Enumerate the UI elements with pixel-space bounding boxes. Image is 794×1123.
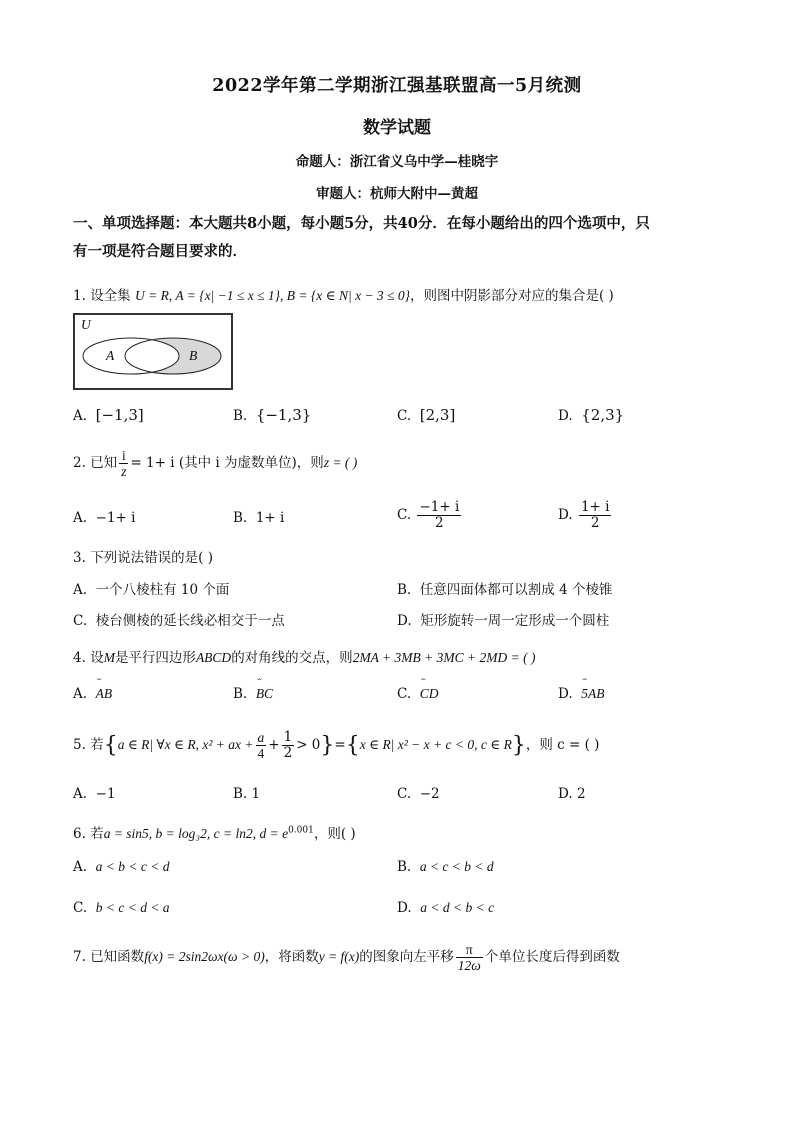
q4-option-c[interactable]: C. ˘˘ CD xyxy=(397,686,439,702)
q3-option-d[interactable]: D. 矩形旋转一周一定形成一个圆柱 xyxy=(397,613,610,629)
set-right: x ∈ R| x² − x + c < 0, c ∈ R xyxy=(359,737,512,752)
question-number: 1. xyxy=(73,288,86,304)
q3-option-b[interactable]: B. 任意四面体都可以割成 4 个棱锥 xyxy=(397,582,613,598)
set-b-label: B xyxy=(189,348,198,363)
question-tail: ，则图中阴影部分对应的集合是( ) xyxy=(410,288,614,304)
question-math: a = sin5, b = log₃2, c = ln2, d = e xyxy=(103,826,289,841)
fraction: $\frac{1+ i}{2}$ xyxy=(580,499,610,531)
q6-option-b[interactable]: B. a < c < b < d xyxy=(397,859,494,875)
q4-option-a[interactable]: A. ˘˘ AB xyxy=(73,686,112,702)
function-y: y = f(x) xyxy=(318,949,360,964)
question-7 xyxy=(73,942,620,973)
question-number: 2. xyxy=(73,455,86,471)
parallelogram-name: ABCD xyxy=(195,650,232,665)
question-number: 6. xyxy=(73,826,86,842)
question-number: 3. xyxy=(73,550,86,566)
fraction: $\frac{1}{2}$ xyxy=(283,729,293,761)
question-text-2: 的对角线的交点，则 xyxy=(231,650,353,666)
section-heading-line2: 有一项是符合题目要求的． xyxy=(73,243,247,260)
q4-option-d[interactable]: D. ˘˘ 5AB xyxy=(558,686,604,702)
question-number: 7. xyxy=(73,949,86,965)
author-line: 命题人：浙江省义乌中学—桂晓宇 xyxy=(295,154,499,170)
q6-option-c[interactable]: C. b < c < d < a xyxy=(73,900,170,916)
q2-option-b[interactable]: B. 1+ i xyxy=(233,510,285,526)
question-lead: 设全集 xyxy=(90,288,131,304)
question-tail: ，则 c = ( ) xyxy=(525,737,600,753)
equation-rhs: = 1+ i xyxy=(130,455,175,471)
question-lead: 若 xyxy=(90,826,104,842)
q5-option-b[interactable]: B. 1 xyxy=(233,786,261,802)
q2-option-d[interactable]: D. $\frac{1+ i}{2}$ xyxy=(558,499,610,531)
function-def: f(x) = 2sin2ωx(ω > 0) xyxy=(144,949,265,964)
question-text: 是平行四边形 xyxy=(114,650,196,666)
question-text: ，将函数 xyxy=(264,949,319,965)
q5-option-a[interactable]: A. −1 xyxy=(73,786,116,802)
question-number: 5. xyxy=(73,737,86,753)
q6-option-a[interactable]: A. a < b < c < d xyxy=(73,859,170,875)
exponent: 0.001 xyxy=(288,825,314,836)
q2-option-a[interactable]: A. −1+ i xyxy=(73,510,136,526)
set-a-label: A xyxy=(106,348,115,363)
fraction: $\frac{-1+ i}{2}$ xyxy=(419,499,460,531)
q1-option-b[interactable]: B. {−1,3} xyxy=(233,406,312,424)
universal-set-label: U xyxy=(81,317,91,332)
set-left: a ∈ R| ∀x ∈ R, x² + ax + xyxy=(117,737,254,752)
q5-option-d[interactable]: D. 2 xyxy=(558,786,586,802)
question-tail: ，则( ) xyxy=(313,826,356,842)
question-lead: 若 xyxy=(90,737,104,753)
question-1 xyxy=(73,284,614,304)
question-ask: z = ( ) xyxy=(323,455,358,470)
exam-title: 2022学年第二学期浙江强基联盟高一5月统测 xyxy=(212,76,582,96)
question-note: (其中 i 为虚数单位)，则 xyxy=(178,455,324,471)
question-number: 4. xyxy=(73,650,86,666)
q5-option-c[interactable]: C. −2 xyxy=(397,786,440,802)
question-4 xyxy=(73,646,535,666)
venn-svg xyxy=(75,315,231,388)
q1-option-c[interactable]: C. [2,3] xyxy=(397,406,456,424)
question-5: 5. 若{a ∈ R| ∀x ∈ R, x² + ax + $\frac{a}{4}$ + $\frac{1}{2}$ > 0}={x ∈ R| x² − x + c < 0, c ∈ R}，则 c = ( ) xyxy=(73,729,600,761)
question-3 xyxy=(73,546,213,566)
q2-option-c[interactable]: C. $\frac{-1+ i}{2}$ xyxy=(397,499,460,531)
question-text: 下列说法错误的是( ) xyxy=(90,550,214,566)
fraction: $\frac{\pi}{12\omega}$ xyxy=(457,942,481,973)
question-math: U = R, A = {x| −1 ≤ x ≤ 1}, B = {x ∈ N| x − 3 ≤ 0} xyxy=(134,288,410,303)
q1-option-d[interactable]: D. {2,3} xyxy=(558,406,625,424)
section-heading-line1: 一、单项选择题：本大题共8小题，每小题5分，共40分．在每小题给出的四个选项中，只 xyxy=(73,215,650,232)
question-tail: 个单位长度后得到函数 xyxy=(484,949,620,965)
q6-option-d[interactable]: D. a < d < b < c xyxy=(397,900,495,916)
q3-option-c[interactable]: C. 棱台侧棱的延长线必相交于一点 xyxy=(73,613,285,629)
question-lead: 已知 xyxy=(90,455,118,471)
q4-option-b[interactable]: B. ˘˘ BC xyxy=(233,686,273,702)
q1-option-a[interactable]: A. [−1,3] xyxy=(73,406,144,424)
question-lead: 已知函数 xyxy=(90,949,145,965)
venn-diagram xyxy=(73,313,233,390)
fraction: $\frac{a}{4}$ xyxy=(257,730,265,761)
question-lead: 设 xyxy=(90,650,104,666)
fraction: $\frac{i}{z}$ xyxy=(121,448,127,479)
question-text-2: 的图象向左平移 xyxy=(359,949,454,965)
exam-subtitle: 数学试题 xyxy=(363,118,431,138)
reviewer-line: 审题人：杭师大附中—黄超 xyxy=(316,186,478,202)
question-2 xyxy=(73,448,357,479)
point-m: M xyxy=(103,650,115,665)
vector-expression: 2MA + 3MB + 3MC + 2MD = ( ) xyxy=(352,650,536,665)
q3-option-a[interactable]: A. 一个八棱柱有 10 个面 xyxy=(73,582,230,598)
question-6 xyxy=(73,822,356,842)
